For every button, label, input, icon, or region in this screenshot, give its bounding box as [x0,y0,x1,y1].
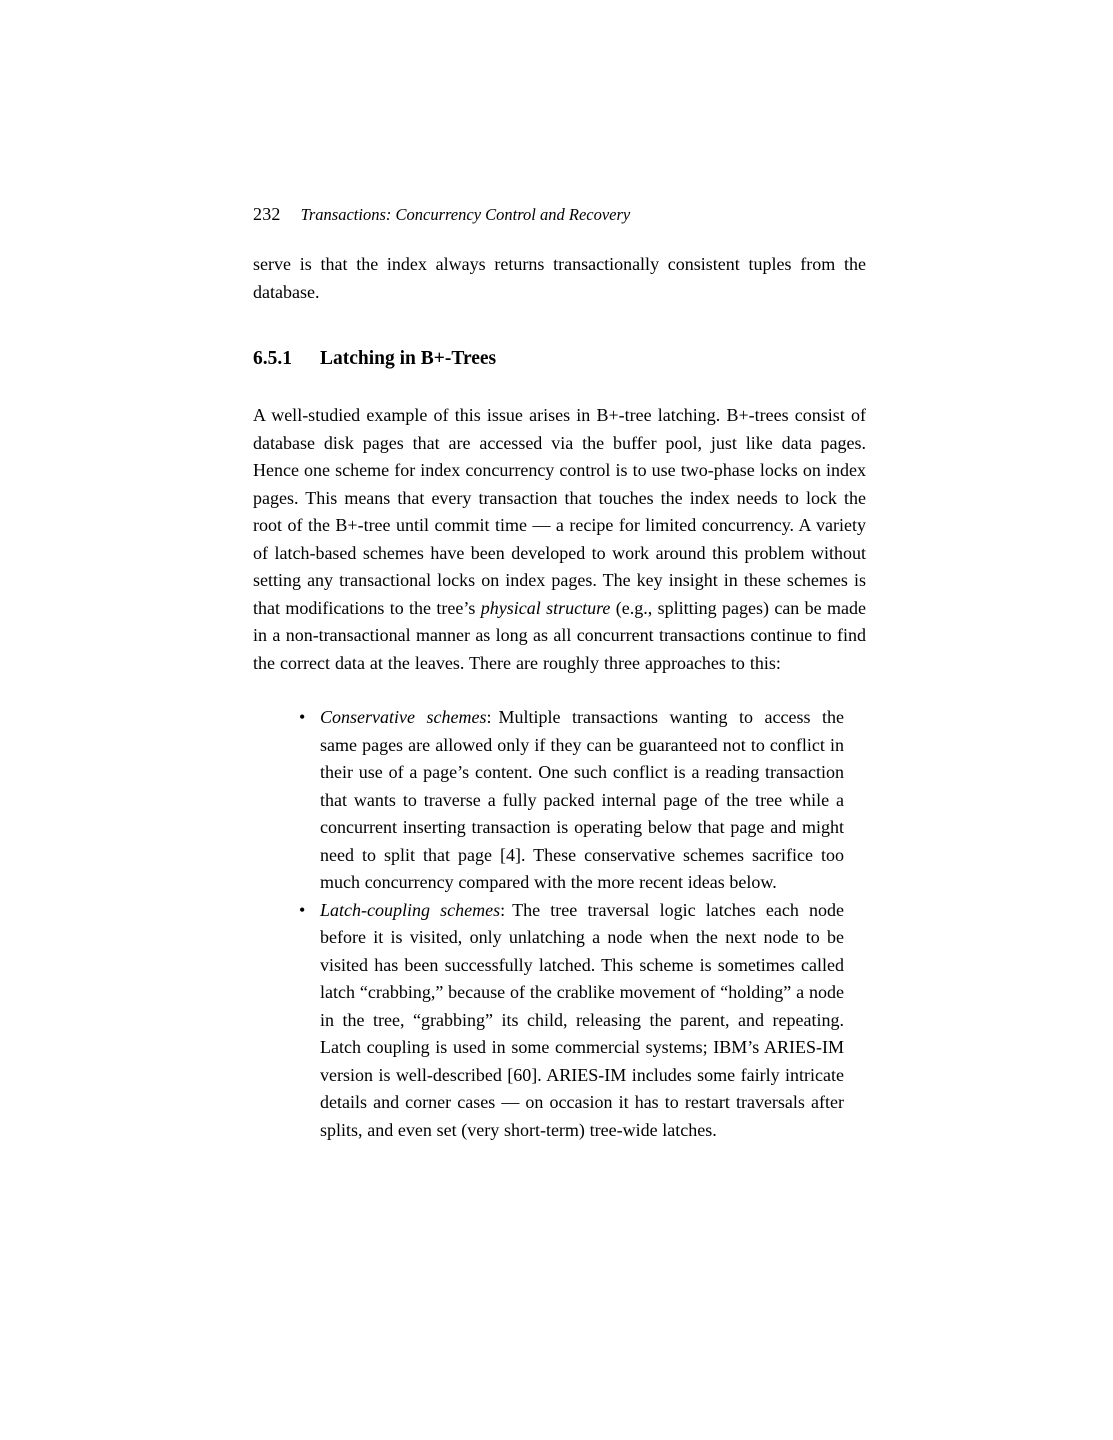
intro-text: serve is that the index always returns transactionally consistent tuples from the database. [253,254,866,302]
page-number: 232 [253,204,281,224]
bullet-icon: • [299,899,306,920]
bullet-separator: : [500,899,506,920]
body-text-2: (e.g., splitting pages) can be made in a non-transactional manner as long as all concurrent transactions continue to find the correct data at the leaves. There are roughly three approaches to this: [253,597,866,673]
bullet-separator: : [486,707,492,727]
running-title: Transactions: Concurrency Control and Recovery [300,205,631,224]
bullet-icon: • [299,707,306,727]
bullet-text: Multiple transactions wanting to access the same pages are allowed only if they can be guaranteed not to conflict in their use of a page’s content. One such conflict is a reading transaction that wants to traverse a fully packed internal page of the tree while a concurrent inserting transaction is operating below that page and might need to split that page [4]. These conservative schemes sacrifice too much concurrency compared with the more recent ideas below. [320,707,845,892]
running-header [253,204,866,225]
section-heading [253,348,866,370]
bullet-term: Conservative schemes [320,707,487,727]
list-item-latch-coupling-schemes [299,897,844,1145]
approaches-list [253,704,866,1144]
list-item-conservative-schemes [299,704,845,897]
body-italic-term: physical structure [480,597,611,618]
bullet-term: Latch-coupling schemes [320,899,501,920]
bullet-text: The tree traversal logic latches each node before it is visited, only unlatching a node when the next node to be visited has been successfully latched. This scheme is sometimes called latch “crabbing,” because of the crablike movement of “holding” a node in the tree, “grabbing” its child, releasing the parent, and repeating. Latch coupling is used in some commercial systems; IBM’s ARIES-IM version is well-described [60]. ARIES-IM includes some fairly intricate details and corner cases — on occasion it has to restart traversals after splits, and even set (very short-term) tree-wide latches. [320,899,844,1140]
body-text-1: A well-studied example of this issue arises in B+-tree latching. B+-trees consist of database disk pages that are accessed via the buffer pool, just like data pages. Hence one scheme for index concurrency control is to use two-phase locks on index pages. This means that every transaction that touches the index needs to lock the root of the B+-tree until commit time — a recipe for limited concurrency. A variety of latch-based schemes have been developed to work around this problem without setting any transactional locks on index pages. The key insight in these schemes is that modifications to the tree’s [253,405,866,618]
section-number: 6.5.1 [253,348,292,369]
body-paragraph [253,402,866,677]
section-title: Latching in B+-Trees [320,348,497,369]
text-column [253,204,866,1144]
intro-paragraph [253,251,866,306]
